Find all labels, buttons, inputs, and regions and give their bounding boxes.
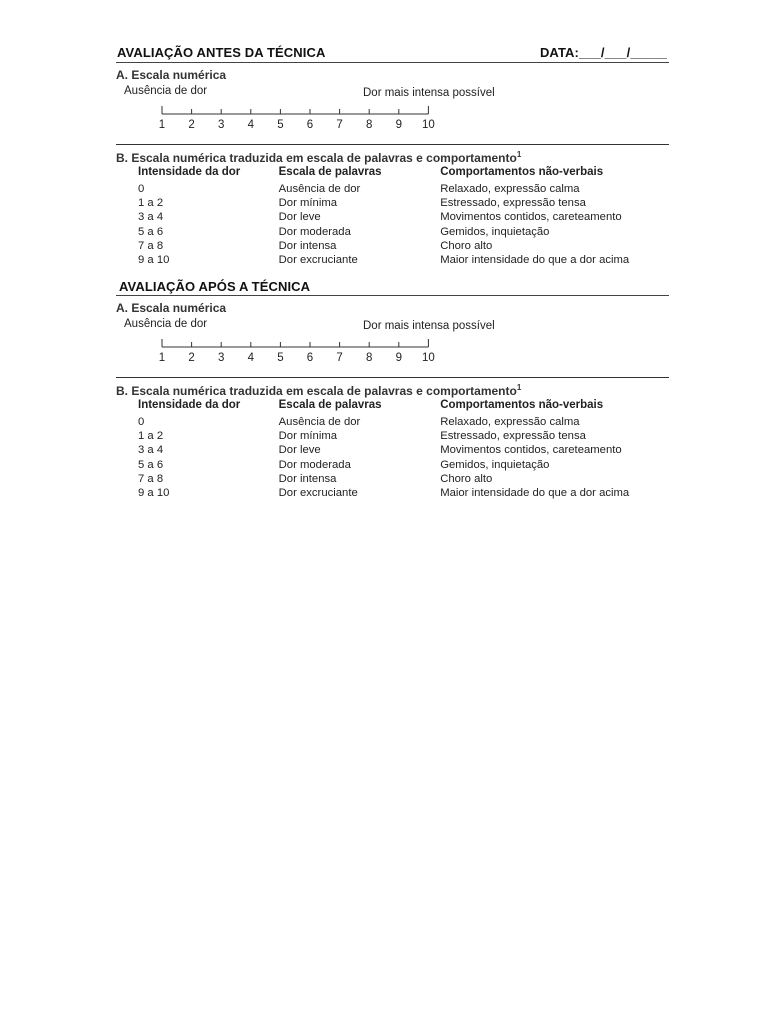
cell-behavior: Gemidos, inquietação — [440, 458, 550, 471]
cell-intensity: 7 a 8 — [138, 239, 164, 252]
cell-behavior: Estressado, expressão tensa — [440, 197, 586, 210]
table-header-row — [138, 399, 669, 415]
cell-behavior: Movimentos contidos, careteamento — [440, 444, 622, 457]
scale-right-label: Dor mais intensa possível — [363, 320, 495, 332]
cell-intensity: 9 a 10 — [138, 254, 170, 267]
date-field: DATA:___/___/_____ — [539, 45, 667, 60]
cell-behavior: Maior intensidade do que a dor acima — [440, 487, 630, 500]
table-row — [138, 182, 669, 196]
word-scale-title: B. Escala numérica traduzida em escala de palavras e comportamento$^1$ — [116, 150, 522, 165]
cell-intensity: 0 — [138, 183, 145, 195]
cell-behavior: Gemidos, inquietação — [440, 225, 550, 238]
header-after — [119, 279, 669, 294]
divider — [116, 62, 669, 63]
cell-words: Ausência de dor — [278, 416, 361, 428]
cell-words: Ausência de dor — [278, 183, 361, 195]
scale-tick-label: 6 — [306, 119, 314, 131]
divider — [116, 144, 669, 145]
table-row — [138, 472, 669, 486]
cell-words: Dor moderada — [278, 458, 351, 471]
scale-tick-label: 1 — [158, 352, 166, 364]
section-after — [116, 295, 669, 500]
cell-intensity: 9 a 10 — [138, 487, 170, 500]
scale-tick-label: 8 — [365, 119, 373, 131]
col-header-words: Escala de palavras — [278, 399, 382, 411]
cell-words: Dor leve — [278, 444, 321, 457]
scale-tick-label: 9 — [395, 119, 403, 131]
table-header-row — [138, 166, 669, 182]
header-before — [117, 45, 667, 60]
numeric-scale — [150, 100, 450, 132]
scale-left-label: Ausência de dor — [124, 85, 208, 97]
table-row — [138, 239, 669, 253]
word-scale-title: B. Escala numérica traduzida em escala de palavras e comportamento$^1$ — [116, 383, 522, 398]
cell-words: Dor mínima — [278, 197, 338, 210]
table-row — [138, 253, 669, 267]
pain-table — [138, 399, 669, 500]
table-row — [138, 443, 669, 457]
cell-intensity: 5 a 6 — [138, 458, 164, 471]
cell-behavior: Relaxado, expressão calma — [440, 183, 580, 195]
cell-words: Dor excruciante — [278, 487, 358, 500]
cell-behavior: Relaxado, expressão calma — [440, 416, 580, 428]
heading-after: AVALIAÇÃO APÓS A TÉCNICA — [119, 279, 311, 294]
scale-tick-label: 3 — [217, 119, 225, 131]
cell-intensity: 5 a 6 — [138, 225, 164, 238]
cell-intensity: 7 a 8 — [138, 472, 164, 485]
table-row — [138, 486, 669, 500]
cell-words: Dor mínima — [278, 430, 338, 443]
cell-intensity: 3 a 4 — [138, 211, 164, 224]
scale-tick-label: 10 — [422, 119, 435, 131]
scale-tick-label: 6 — [306, 352, 314, 364]
scale-tick-label: 1 — [158, 119, 166, 131]
col-header-intensity: Intensidade da dor — [138, 399, 241, 411]
table-row — [138, 458, 669, 472]
heading-before: AVALIAÇÃO ANTES DA TÉCNICA — [117, 45, 326, 60]
table-row — [138, 210, 669, 224]
col-header-words: Escala de palavras — [278, 166, 382, 178]
section-before — [116, 62, 669, 267]
numeric-scale — [150, 333, 450, 365]
cell-words: Dor excruciante — [278, 254, 358, 267]
scale-tick-label: 5 — [277, 119, 284, 131]
scale-tick-label: 4 — [247, 119, 255, 131]
cell-behavior: Choro alto — [440, 472, 493, 485]
cell-words: Dor moderada — [278, 225, 351, 238]
scale-tick-label: 5 — [277, 352, 284, 364]
cell-intensity: 1 a 2 — [138, 430, 164, 443]
cell-behavior: Maior intensidade do que a dor acima — [440, 254, 630, 267]
cell-intensity: 0 — [138, 416, 145, 428]
numeric-scale-title: A. Escala numérica — [116, 301, 227, 315]
cell-behavior: Movimentos contidos, careteamento — [440, 211, 622, 224]
divider — [116, 377, 669, 378]
numeric-scale-title: A. Escala numérica — [116, 68, 227, 82]
cell-behavior: Estressado, expressão tensa — [440, 430, 586, 443]
pain-table — [138, 166, 669, 267]
cell-intensity: 1 a 2 — [138, 197, 164, 210]
scale-tick-label: 8 — [365, 352, 373, 364]
cell-words: Dor intensa — [278, 239, 337, 252]
cell-words: Dor intensa — [278, 472, 337, 485]
scale-tick-label: 7 — [336, 352, 343, 364]
col-header-behaviors: Comportamentos não-verbais — [440, 166, 604, 178]
scale-tick-label: 3 — [217, 352, 225, 364]
cell-behavior: Choro alto — [440, 239, 493, 252]
scale-tick-label: 4 — [247, 352, 255, 364]
col-header-intensity: Intensidade da dor — [138, 166, 241, 178]
scale-tick-label: 2 — [188, 352, 195, 364]
scale-tick-label: 7 — [336, 119, 343, 131]
scale-left-label: Ausência de dor — [124, 318, 208, 330]
divider — [116, 295, 669, 296]
table-row — [138, 429, 669, 443]
scale-tick-label: 9 — [395, 352, 403, 364]
table-row — [138, 415, 669, 429]
col-header-behaviors: Comportamentos não-verbais — [440, 399, 604, 411]
scale-tick-label: 10 — [422, 352, 435, 364]
table-row — [138, 225, 669, 239]
cell-intensity: 3 a 4 — [138, 444, 164, 457]
table-row — [138, 196, 669, 210]
scale-tick-label: 2 — [188, 119, 195, 131]
scale-right-label: Dor mais intensa possível — [363, 87, 495, 99]
cell-words: Dor leve — [278, 211, 321, 224]
